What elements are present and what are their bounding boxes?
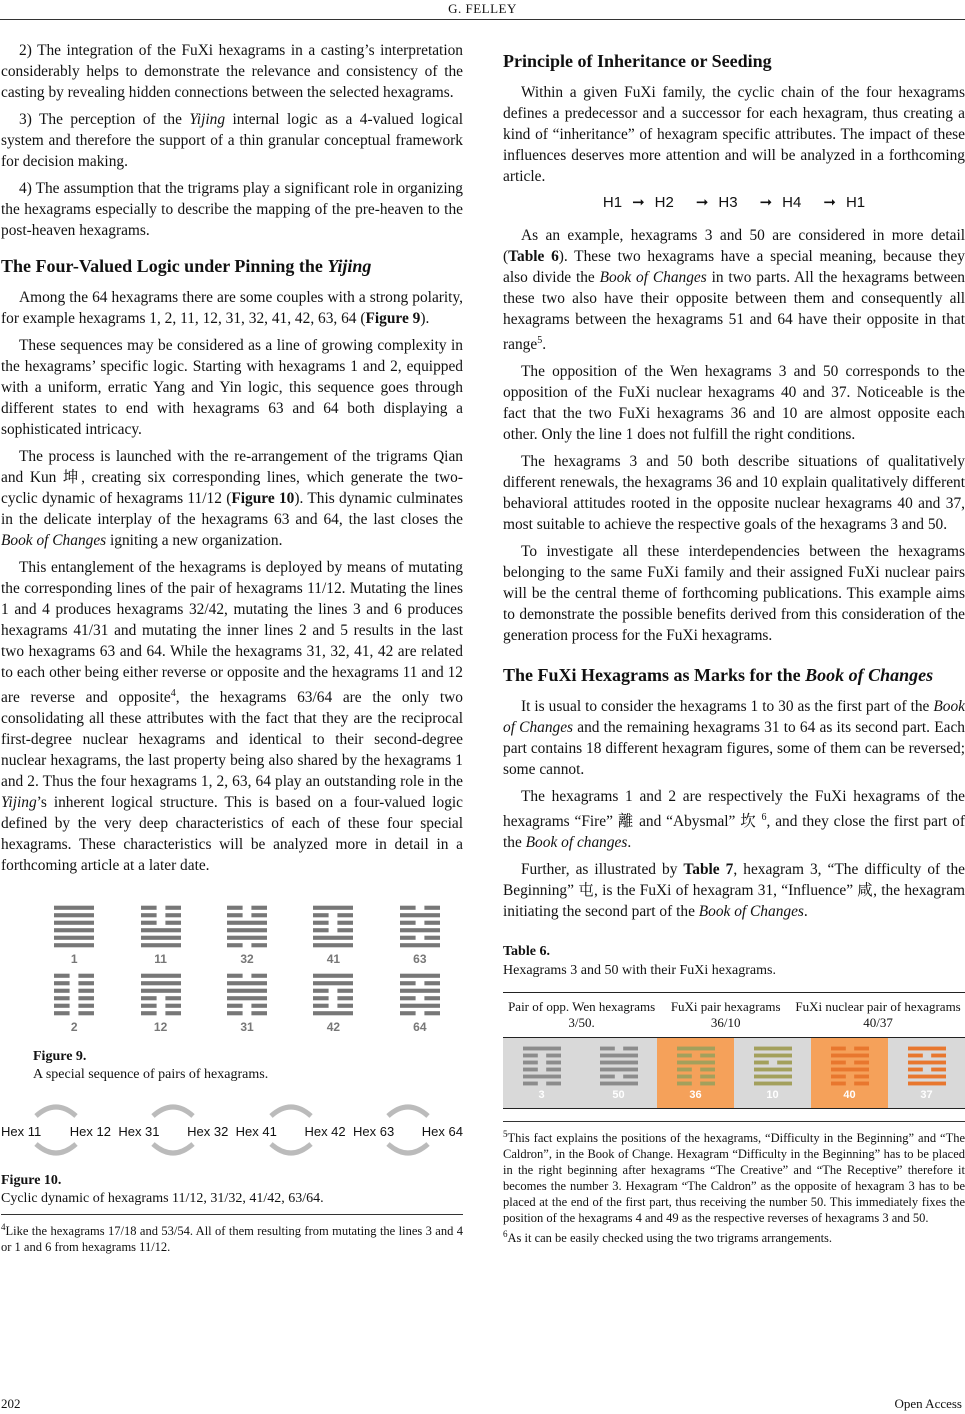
hexagram-line xyxy=(79,974,95,978)
hexagram-line xyxy=(313,974,353,978)
hexagram-line xyxy=(251,1004,267,1008)
hexagram-line xyxy=(908,1061,946,1065)
cycle-pair-11-12: Hex 11 Hex 12 xyxy=(1,1100,111,1158)
hexagram-line xyxy=(79,1011,95,1015)
hexagram-line xyxy=(700,1054,715,1058)
hexagram-line xyxy=(227,906,243,910)
hexagram-line xyxy=(141,989,181,993)
hexagram-line xyxy=(424,1011,440,1015)
hexagram-line xyxy=(546,1054,561,1058)
hexagram-line xyxy=(854,1047,869,1051)
hexagram-line xyxy=(313,943,353,947)
hexagram-1-icon xyxy=(54,904,94,949)
cycle-pair-63-64: Hex 63 Hex 64 xyxy=(353,1100,463,1158)
cycle-row xyxy=(1,1100,463,1158)
section-heading: The Four-Valued Logic under Pinning the Yijing xyxy=(1,256,372,276)
hexagram-line xyxy=(251,1011,267,1015)
hexagram-line xyxy=(141,936,181,940)
hexagram-line xyxy=(165,1004,181,1008)
arrow-right-icon: ➞ xyxy=(632,194,645,211)
hexagram-line xyxy=(777,1061,792,1065)
hexagram-line xyxy=(400,921,416,925)
hexagram-line xyxy=(54,981,70,985)
running-header: G. FELLEY xyxy=(448,1,517,16)
paragraph: 3) The perception of the Yijing internal logic as a 4-valued logical system and therefore the support of a thin granular conceptual framework for decision making. xyxy=(1,111,463,170)
hexagram-figure: 64 xyxy=(377,972,463,1034)
hexagram-line xyxy=(141,974,181,978)
hexagram-line xyxy=(700,1082,715,1086)
hexagram-line xyxy=(700,1068,715,1072)
hexagram-50-icon xyxy=(600,1045,638,1087)
hexagram-cell: 3 xyxy=(503,1038,580,1108)
hexagram-line xyxy=(338,913,354,917)
footnote-6: $^6$As it can be easily checked using the two trigrams arrangements. xyxy=(503,1229,833,1246)
hexagram-line xyxy=(141,996,157,1000)
hexagram-figure: 63 xyxy=(377,904,463,966)
hexagram-line xyxy=(523,1061,538,1065)
hexagram-line xyxy=(313,936,353,940)
hexagram-37-icon xyxy=(908,1045,946,1087)
hexagram-cell: 50 xyxy=(580,1038,657,1108)
hexagram-line xyxy=(79,989,95,993)
paragraph: Within a given FuXi family, the cyclic chain of the four hexagrams defines a predecessor and a successor for each hexagram, thus creating a kind of “inheritance” of hexagram specific attributes. The impact of these influences deserves more attention and will be analyzed in a forthcoming article. xyxy=(503,84,965,185)
hexagram-line xyxy=(831,1068,869,1072)
figure-10 xyxy=(1,1100,463,1208)
paragraph: Among the 64 hexagrams there are some couples with a strong polarity, for example hexagrams 1, 2, 11, 12, 31, 32, 41, 42, 63, 64 (Figure 9). xyxy=(1,289,463,327)
hexagram-line xyxy=(141,913,157,917)
hexagram-line xyxy=(313,981,353,985)
hexagram-figure: 31 xyxy=(204,972,290,1034)
hexagram-line xyxy=(600,1075,615,1079)
hexagram-31-icon xyxy=(227,972,267,1017)
hexagram-line xyxy=(908,1047,946,1051)
hexagram-line xyxy=(600,1054,638,1058)
hexagram-line xyxy=(141,1011,157,1015)
hexagram-line xyxy=(754,1068,792,1072)
hexagram-line xyxy=(400,1011,416,1015)
hexagram-line xyxy=(600,1082,638,1086)
paragraph: The hexagrams 3 and 50 both describe situations of qualitatively different renewals, the hexagrams 36 and 10 explain qualitatively different behavioral attitudes rooted in the opposite nuclear hexagrams 40 and 37, most suitable to achieve the respective goals of the hexagrams 3 and 50. xyxy=(503,453,965,534)
paragraph: To investigate all these interdependencies between the hexagrams belonging to the same FuXi family and their assigned FuXi nuclear pairs will be the central theme of forthcoming publications. This example aims to demonstrate the possible benefits derived from this consideration of the generation process for the FuXi hexagrams. xyxy=(503,543,965,645)
section-heading: Principle of Inheritance or Seeding xyxy=(503,51,772,71)
hexagram-line xyxy=(54,974,70,978)
hexagram-line xyxy=(338,989,354,993)
hexagram-line xyxy=(338,921,354,925)
hexagram-line xyxy=(54,921,94,925)
hexagram-line xyxy=(251,943,267,947)
hexagram-line xyxy=(523,1075,561,1079)
arrow-right-icon: ➞ xyxy=(695,194,709,211)
cycle-pair-31-32: Hex 31 Hex 32 xyxy=(118,1100,228,1158)
hexagram-line xyxy=(854,1082,869,1086)
table-header: FuXi pair hexagrams 36/10 xyxy=(670,999,781,1031)
hexagram-line xyxy=(141,943,181,947)
hexagram-figure: 41 xyxy=(290,904,376,966)
hexagram-line xyxy=(251,974,267,978)
hexagram-line xyxy=(313,921,329,925)
hexagram-line xyxy=(754,1082,792,1086)
hexagram-line xyxy=(908,1075,946,1079)
figure-10-caption: Figure 10. Cyclic dynamic of hexagrams 11/12, 31/32, 41/42, 63/64. xyxy=(1,1173,324,1207)
hexagram-line xyxy=(400,996,416,1000)
hexagram-cell: 40 xyxy=(811,1038,888,1108)
hexagram-line xyxy=(677,1082,692,1086)
paragraph: As an example, hexagrams 3 and 50 are considered in more detail (Table 6). These two hexagrams have a special meaning, because they also divide the Book of Changes in two parts. All the hexagrams between these two also have their opposite between them and consequently all hexagrams between the hexagrams 51 and 64 have their opposite in that range$^5$. xyxy=(503,227,965,354)
hexagram-line xyxy=(600,1068,638,1072)
hexagram-line xyxy=(313,906,353,910)
arrow-right-icon: ➞ xyxy=(759,194,773,211)
hexagram-line xyxy=(141,906,157,910)
hexagram-line xyxy=(313,996,329,1000)
footnote-rule xyxy=(1,1214,463,1215)
hexagram-line xyxy=(141,1004,157,1008)
hexagram-line xyxy=(600,1061,638,1065)
hexagram-figure: 32 xyxy=(204,904,290,966)
hexagram-line xyxy=(623,1047,638,1051)
hexagram-line xyxy=(623,1075,638,1079)
hexagram-line xyxy=(338,1004,354,1008)
footnote-5: $^5$This fact explains the positions of the hexagrams, “Difficulty in the Beginning” and “The Caldron”, in the Book of Change. Hexagram “Difficulty in the Beginning” has to be placed in the right beginning after hexagrams “The Creative” and “The Receptive” therefore it becomes the number 3. Hexagram “The Caldron” as the opposite of hexagram 3 has to be placed at the end of the first part, thus receiving the number 50. This immediately fixes the position of the hexagrams 4 and 49 as the respective reverses of hexagrams 3 and 50. xyxy=(503,1129,965,1226)
hexagram-line xyxy=(523,1068,538,1072)
hexagram-line xyxy=(165,996,181,1000)
figure-9-caption: Figure 9. A special sequence of pairs of hexagrams. xyxy=(33,1049,269,1083)
hexagram-row-top xyxy=(31,904,463,966)
hexagram-cell: 36 xyxy=(657,1038,734,1108)
hexagram-line xyxy=(908,1082,946,1086)
hexagram-line xyxy=(754,1061,769,1065)
hexagram-line xyxy=(313,928,329,932)
hexagram-figure: 11 xyxy=(117,904,203,966)
hexagram-line xyxy=(754,1047,792,1051)
hexagram-line xyxy=(831,1061,846,1065)
hexagram-42-icon xyxy=(313,972,353,1017)
hexagram-line xyxy=(54,928,94,932)
hexagram-line xyxy=(523,1082,538,1086)
hexagram-36-icon xyxy=(677,1045,715,1087)
hexagram-line xyxy=(546,1082,561,1086)
hexagram-line xyxy=(400,906,416,910)
paragraph: The opposition of the Wen hexagrams 3 and 50 corresponds to the opposition of the FuXi nuclear hexagrams 40 and 37. Noticeable is the fact that the two FuXi hexagrams 36 and 10 are almost opposite each other. Only the line 1 does not fulfill the right conditions. xyxy=(503,363,965,444)
hexagram-line xyxy=(79,981,95,985)
hexagram-line xyxy=(931,1054,946,1058)
paragraph: This entanglement of the hexagrams is deployed by means of mutating the corresponding lines of the pair of hexagrams 11/12. Mutating the lines 1 and 4 produces hexagrams 32/42, mutating the lines 3 and 6 produces hexagrams 41/31 and mutating the inner lines 2 and 5 results in the last two hexagrams 63 and 64. While the hexagrams 31, 32, 41, 42 are related to each other being either reverse or opposite and the hexagrams 11 and 12 are reverse and opposite$^4$, the hexagrams 63/64 are the only two consolidating all these attributes with the fact that they are the reciprocal first-degree nuclear hexagrams and identical to their second-degree nuclear hexagrams, the last property being also shared by the hexagrams 1 and 2. Thus the four hexagrams 1, 2, 63, 64 play an outstanding role in the Yijing’s inherent logical structure. This is based on a four-valued logic defined by the very deep characteristics of each of these four special hexagrams. These characteristics will be analyzed more in detail in a forthcoming article at a later date. xyxy=(1,559,463,875)
hexagram-12-icon xyxy=(141,972,181,1017)
hexagram-line xyxy=(54,913,94,917)
hexagram-line xyxy=(54,1004,70,1008)
hexagram-line xyxy=(908,1068,923,1072)
hexagram-line xyxy=(251,906,267,910)
table-header: Pair of opp. Wen hexagrams 3/50. xyxy=(508,999,656,1031)
paragraph: These sequences may be considered as a line of growing complexity in the hexagrams’ specific logic. Starting with hexagrams 1 and 2, equipped with a uniform, erratic Yang and Yin logic, this sequence goes through different states to end with hexagrams 63 and 64 both displaying a sophisticated intricacy. xyxy=(1,337,463,438)
hexagram-line xyxy=(79,1004,95,1008)
hexagram-64-icon xyxy=(400,972,440,1017)
hexagram-line xyxy=(165,906,181,910)
hexagram-40-icon xyxy=(831,1045,869,1087)
hexagram-figure: 2 xyxy=(31,972,117,1034)
hexagram-line xyxy=(424,921,440,925)
header-rule xyxy=(0,19,965,20)
hexagram-line xyxy=(227,936,267,940)
hexagram-line xyxy=(854,1075,869,1079)
hexagram-line xyxy=(54,996,70,1000)
hexagram-line xyxy=(546,1068,561,1072)
section-heading: The FuXi Hexagrams as Marks for the Book of Changes xyxy=(503,665,934,686)
hexagram-line xyxy=(931,1068,946,1072)
hexagram-line xyxy=(754,1054,792,1058)
hexagram-line xyxy=(313,1004,329,1008)
table-6-caption: Table 6. Hexagrams 3 and 50 with their FuXi hexagrams. xyxy=(503,944,776,979)
hexagram-line xyxy=(908,1054,923,1058)
hexagram-line xyxy=(54,989,70,993)
hexagram-line xyxy=(546,1061,561,1065)
hexagram-line xyxy=(54,936,94,940)
paragraph: 4) The assumption that the trigrams play a significant role in organizing the hexagrams especially to describe the mapping of the pre-heaven to the post-heaven hexagrams. xyxy=(1,180,463,239)
hexagram-line xyxy=(831,1054,869,1058)
hexagram-line xyxy=(400,943,440,947)
hexagram-line xyxy=(831,1047,846,1051)
hexagram-figure: 1 xyxy=(31,904,117,966)
table-header: FuXi nuclear pair of hexagrams 40/37 xyxy=(795,999,961,1031)
page-number: 202 xyxy=(1,1396,21,1411)
footnote-4: $^4$Like the hexagrams 17/18 and 53/54. All of them resulting from mutating the lines 3 and 4 or 1 and 6 from hexagrams 11/12. xyxy=(1,1222,463,1255)
hexagram-line xyxy=(600,1047,615,1051)
hexagram-41-icon xyxy=(313,904,353,949)
paragraph: The process is launched with the re-arrangement of the trigrams Qian and Kun 坤, creating six corresponding lines, which generate the two-cyclic dynamic of hexagrams 11/12 (Figure 10). This dynamic culminates in the delicate interplay of the hexagrams 63 and 64, the last closes the Book of Changes igniting a new organization. xyxy=(1,448,463,549)
hexagram-line xyxy=(227,996,267,1000)
paragraph: Further, as illustrated by Table 7, hexagram 3, “The difficulty of the Beginning” 屯, is the FuXi of hexagram 31, “Influence” 咸, the hexagram initiating the second part of the Book of Changes. xyxy=(503,861,965,921)
hexagram-line xyxy=(854,1061,869,1065)
hexagram-line xyxy=(700,1075,715,1079)
hexagram-line xyxy=(165,913,181,917)
hexagram-line xyxy=(754,1075,792,1079)
arrow-right-icon: ➞ xyxy=(823,194,836,211)
hexagram-line xyxy=(227,981,267,985)
hexagram-2-icon xyxy=(54,972,94,1017)
hexagram-line xyxy=(227,1011,243,1015)
paragraph: It is usual to consider the hexagrams 1 to 30 as the first part of the Book of Changes and the remaining hexagrams 31 to 64 as its second part. Each part contains 18 different hexagram figures, some of them can be reversed; some cannot. xyxy=(503,698,965,779)
right-column xyxy=(503,40,965,1247)
hexagram-3-icon xyxy=(523,1045,561,1087)
hexagram-line xyxy=(677,1068,692,1072)
hexagram-line xyxy=(677,1054,692,1058)
left-column xyxy=(1,40,463,1255)
footnote-rule xyxy=(503,1121,965,1122)
hexagram-line xyxy=(313,913,329,917)
hexagram-line xyxy=(227,921,267,925)
hexagram-line xyxy=(831,1082,846,1086)
hexagram-line xyxy=(677,1047,715,1051)
hexagram-line xyxy=(54,906,94,910)
hexagram-line xyxy=(400,928,440,932)
hexagram-row-bottom xyxy=(31,972,463,1034)
hexagram-figure: 42 xyxy=(290,972,376,1034)
hexagram-line xyxy=(54,943,94,947)
hexagram-line xyxy=(831,1075,846,1079)
hexagram-line xyxy=(424,936,440,940)
hexagram-line xyxy=(677,1075,692,1079)
hexagram-10-icon xyxy=(754,1045,792,1087)
figure-9 xyxy=(1,904,463,1084)
hexagram-line xyxy=(400,974,440,978)
hexagram-line xyxy=(165,1011,181,1015)
hexagram-63-icon xyxy=(400,904,440,949)
hexagram-line xyxy=(313,989,329,993)
hexagram-line xyxy=(165,921,181,925)
hexagram-line xyxy=(141,981,181,985)
hexagram-line xyxy=(400,1004,440,1008)
hexagram-line xyxy=(54,1011,70,1015)
hexagram-line xyxy=(227,913,243,917)
hexagram-figure: 12 xyxy=(117,972,203,1034)
hexagram-line xyxy=(338,996,354,1000)
table-6 xyxy=(503,992,965,1109)
hexagram-line xyxy=(400,913,440,917)
hexagram-line xyxy=(141,921,157,925)
hexagram-line xyxy=(227,989,267,993)
hexagram-line xyxy=(227,974,243,978)
hexagram-line xyxy=(251,913,267,917)
hexagram-line xyxy=(424,996,440,1000)
hexagram-line xyxy=(141,928,181,932)
journal-label: Open Access xyxy=(894,1396,962,1411)
hexagram-line xyxy=(227,928,267,932)
hexagram-line xyxy=(338,928,354,932)
hexagram-line xyxy=(424,981,440,985)
hexagram-line xyxy=(677,1061,715,1065)
hexagram-line xyxy=(313,1011,353,1015)
hexagram-line xyxy=(400,936,416,940)
hexagram-line xyxy=(523,1047,561,1051)
hexagram-cell: 10 xyxy=(734,1038,811,1108)
hexagram-32-icon xyxy=(227,904,267,949)
hexagram-line xyxy=(400,989,440,993)
hexagram-line xyxy=(400,981,416,985)
hexagram-line xyxy=(79,996,95,1000)
paragraph: 2) The integration of the FuXi hexagrams in a casting’s interpretation considerably helps to demonstrate the relevance and consistency of the casting by revealing hidden connections between the selected hexagrams. xyxy=(1,42,463,101)
hexagram-11-icon xyxy=(141,904,181,949)
inheritance-sequence: H1 ➞ H2 ➞ H3 ➞ H4 ➞ H1 xyxy=(602,193,866,211)
hexagram-line xyxy=(424,906,440,910)
hexagram-line xyxy=(523,1054,538,1058)
cycle-pair-41-42: Hex 41 Hex 42 xyxy=(236,1100,346,1158)
paragraph: The hexagrams 1 and 2 are respectively the FuXi hexagrams of the hexagrams “Fire” 離 and “Abysmal” 坎 $^6$, and they close the first part of the Book of changes. xyxy=(503,788,965,852)
hexagram-line xyxy=(227,1004,243,1008)
hexagram-line xyxy=(227,943,243,947)
hexagram-cell: 37 xyxy=(888,1038,965,1108)
